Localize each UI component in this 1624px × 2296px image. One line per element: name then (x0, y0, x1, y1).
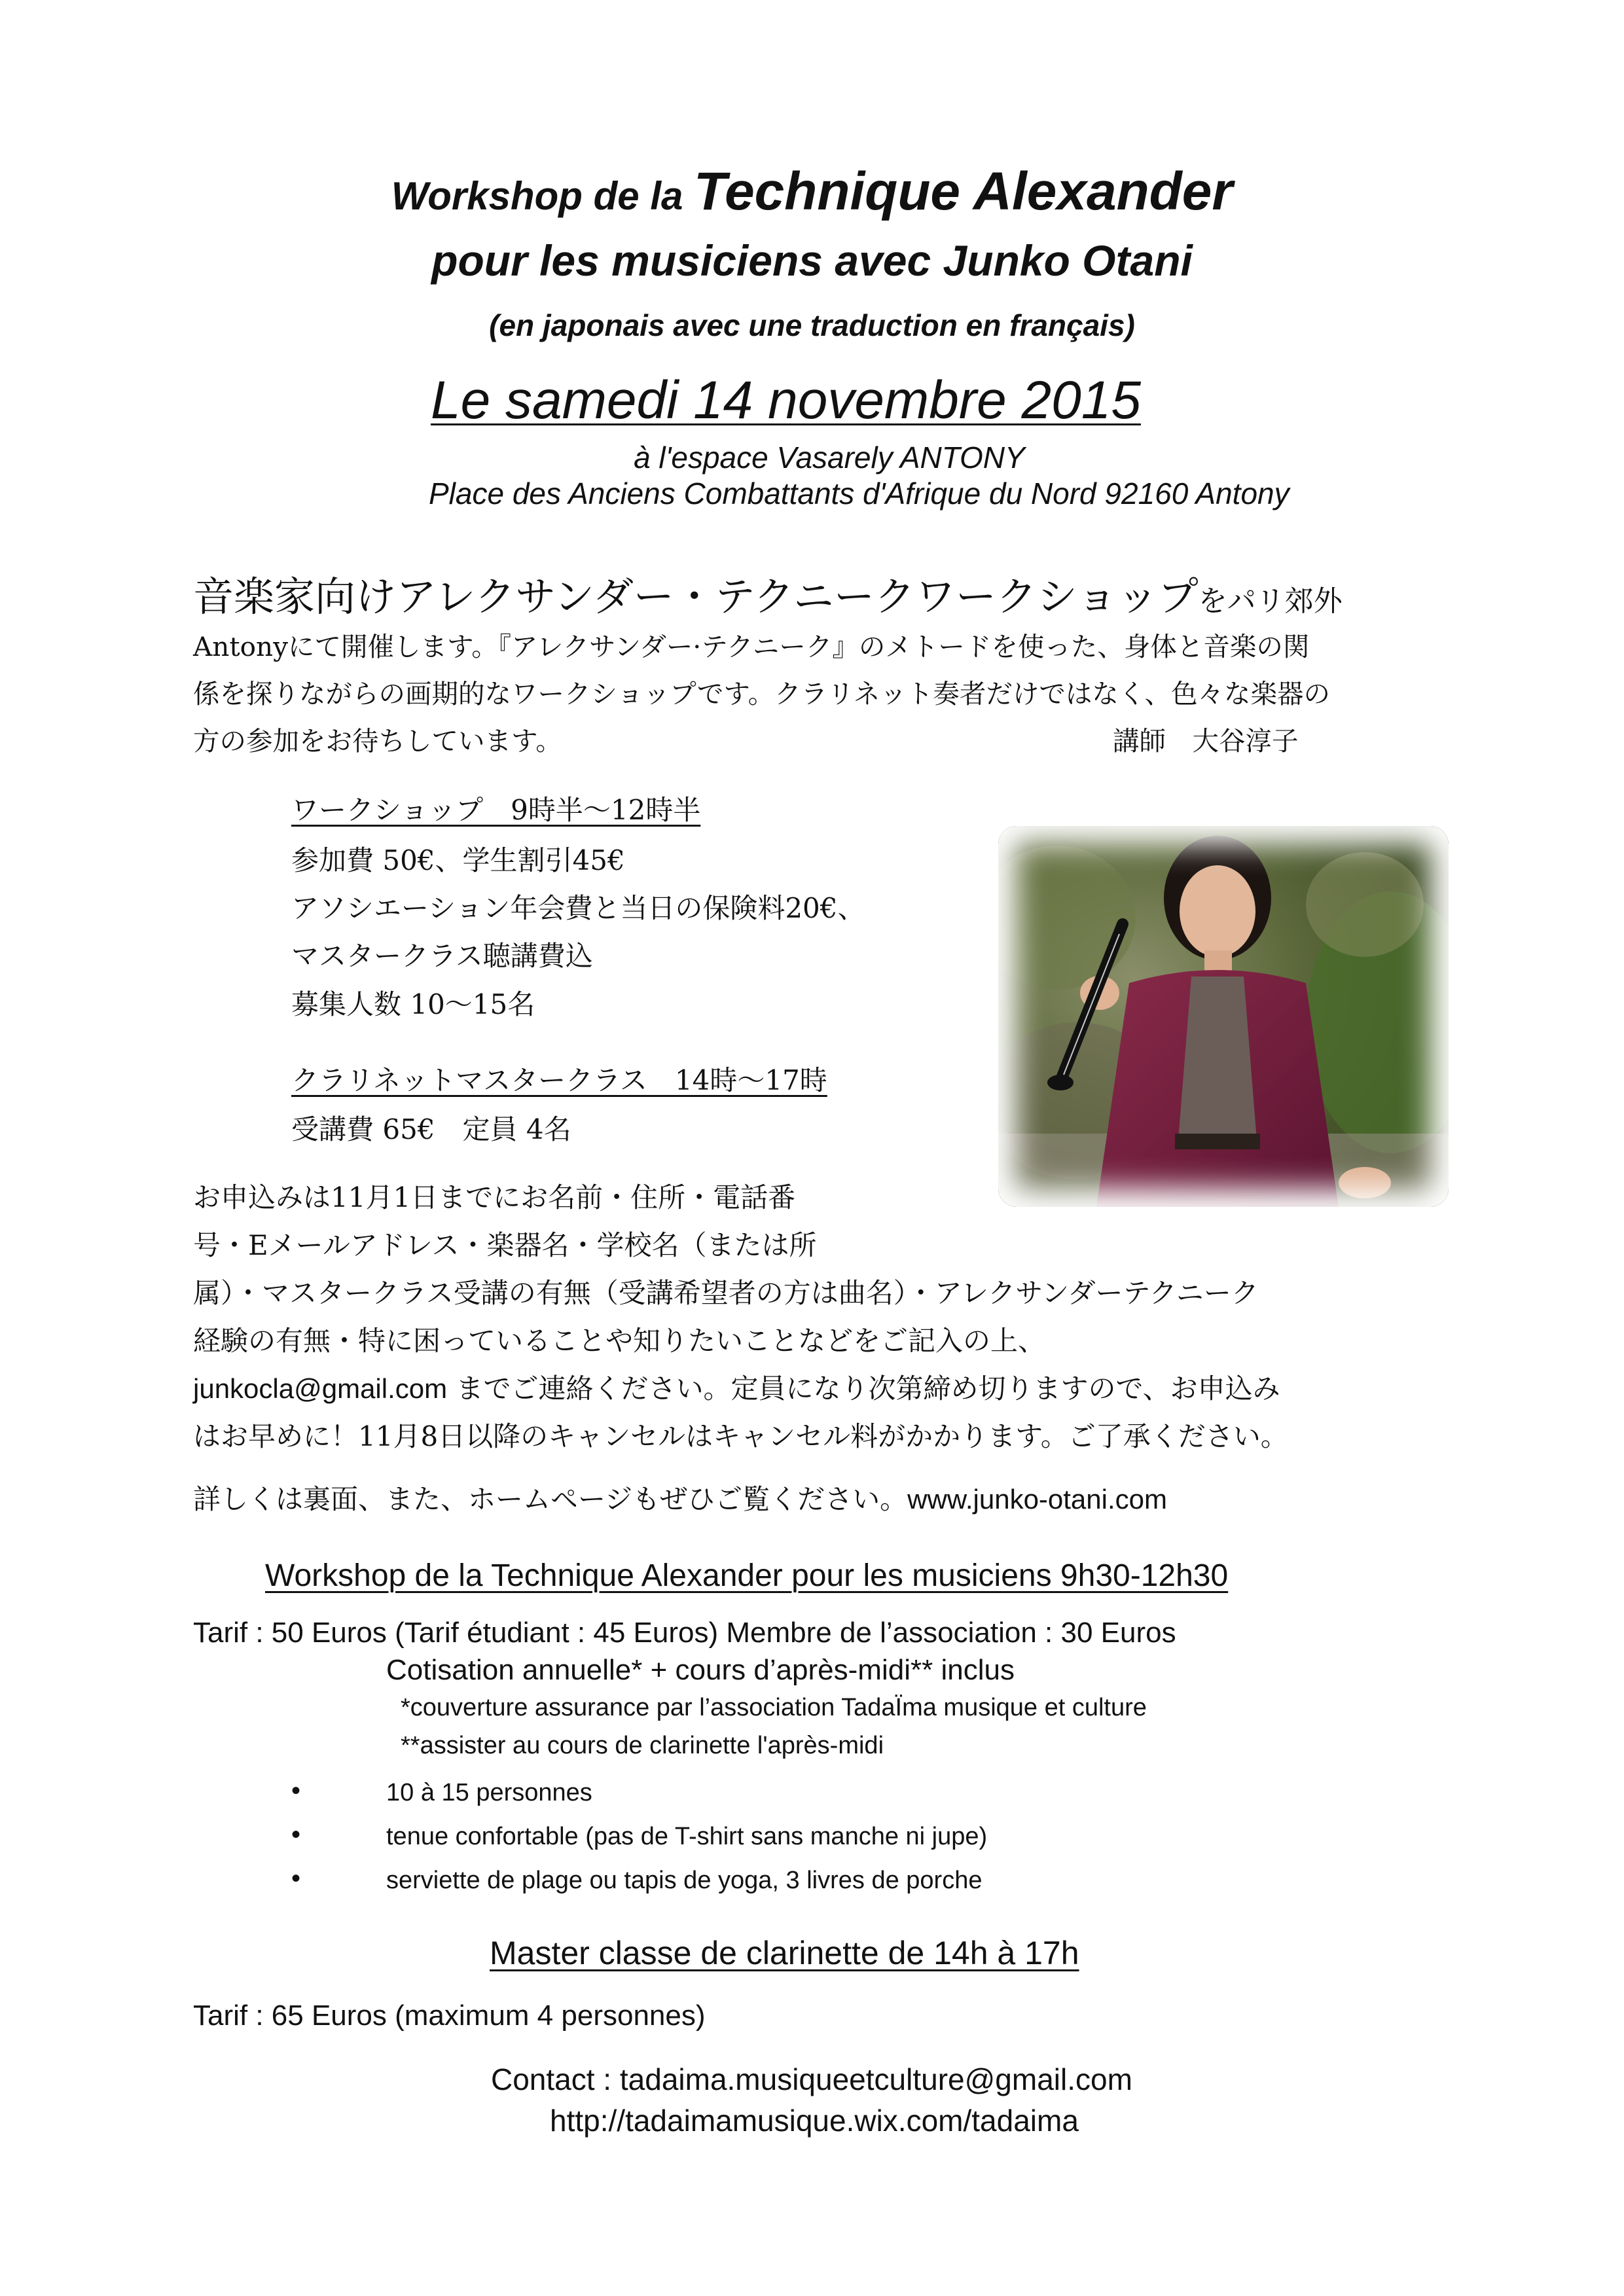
bullet-dot: • (291, 1820, 301, 1849)
instructor-photo (998, 826, 1449, 1207)
jp-apply-line2: 号・Eメールアドレス・楽器名・学校名（または所 (193, 1229, 817, 1261)
fr-masterclass-title: Master classe de clarinette de 14h à 17h (490, 1935, 1079, 1971)
bullet-dot: • (291, 1776, 301, 1805)
jp-headline (193, 564, 1343, 622)
jp-workshop-assoc2: マスタークラス聴講費込 (291, 940, 593, 972)
jp-workshop-capacity: 募集人数 10〜15名 (291, 988, 535, 1020)
bullet-text: serviette de plage ou tapis de yoga, 3 livres de porche (386, 1867, 983, 1894)
jp-headline-tail: をパリ郊外 (1198, 584, 1343, 618)
fr-workshop-note2: **assister au cours de clarinette l'après-midi (401, 1732, 884, 1759)
event-date: Le samedi 14 novembre 2015 (431, 370, 1141, 430)
bullet-text: 10 à 15 personnes (386, 1779, 592, 1806)
jp-apply-line1: お申込みは11月1日までにお名前・住所・電話番 (193, 1181, 796, 1213)
contact-website[interactable]: http://tadaimamusique.wix.com/tadaima (550, 2104, 1079, 2138)
jp-apply-line4: 経験の有無・特に困っていることや知りたいことなどをご記入の上、 (193, 1325, 1046, 1357)
bullet-dot: • (291, 1864, 301, 1893)
fr-workshop-title: Workshop de la Technique Alexander pour les musiciens 9h30-12h30 (265, 1558, 1229, 1593)
contact-email[interactable]: Contact : tadaima.musiqueetculture@gmail.com (491, 2062, 1132, 2096)
bullet-item (291, 1864, 983, 1894)
contact-email-link[interactable]: junkocla@gmail.com (193, 1373, 448, 1404)
fr-workshop-cotisation: Cotisation annuelle* + cours d’après-midi** inclus (386, 1654, 1015, 1686)
jp-workshop-assoc1: アソシエーション年会費と当日の保険料20€、 (291, 892, 865, 924)
event-title-prefix: Workshop de la (391, 174, 695, 218)
jp-workshop-fee: 参加費 50€、学生割引45€ (291, 844, 625, 876)
jp-instructor: 講師 大谷淳子 (1113, 725, 1299, 757)
jp-headline-main: 音楽家向けアレクサンダー・テクニークワークショップ (193, 573, 1199, 620)
jp-intro-line4: 方の参加をお待ちしています。 (193, 725, 562, 757)
photo-vignette (998, 826, 1449, 1207)
jp-masterclass-fee: 受講費 65€ 定員 4名 (291, 1113, 571, 1145)
jp-apply-line3: 属）・マスタークラス受講の有無（受講希望者の方は曲名）・アレクサンダーテクニーク (193, 1277, 1259, 1309)
bullet-item (291, 1776, 592, 1806)
website-link[interactable]: www.junko-otani.com (907, 1484, 1167, 1515)
fr-workshop-tarif: Tarif : 50 Euros (Tarif étudiant : 45 Euros) Membre de l’association : 30 Euros (193, 1617, 1176, 1649)
jp-intro-line3: 係を探りながらの画期的なワークショップです。クラリネット奏者だけではなく、色々な楽器の (193, 678, 1331, 709)
fr-masterclass-tarif: Tarif : 65 Euros (maximum 4 personnes) (193, 2000, 706, 2032)
jp-apply-line5 (193, 1367, 1280, 1407)
jp-workshop-title: ワークショップ 9時半〜12時半 (291, 794, 701, 826)
event-title-line2: pour les musiciens avec Junko Otani (431, 236, 1193, 285)
jp-apply-line5-tail: までご連絡ください。定員になり次第締め切りますので、お申込み (447, 1372, 1280, 1405)
jp-apply-line6: はお早めに！11月8日以降のキャンセルはキャンセル料がかかります。ご了承ください。 (193, 1420, 1288, 1452)
bullet-text: tenue confortable (pas de T-shirt sans manche ni jupe) (386, 1823, 988, 1850)
jp-apply-line7-text: 詳しくは裏面、また、ホームページもぜひご覧ください。 (193, 1483, 908, 1515)
fr-workshop-note1: *couverture assurance par l’association TadaÏma musique et culture (401, 1694, 1147, 1721)
venue-line2: Place des Anciens Combattants d'Afrique du Nord 92160 Antony (429, 476, 1290, 511)
event-subtitle: (en japonais avec une traduction en français) (489, 308, 1135, 342)
bullet-item (291, 1820, 988, 1850)
jp-intro-line2: Antonyにて開催します。『アレクサンダー·テクニーク』のメトードを使った、身体と音楽の関 (193, 631, 1310, 662)
event-title-main: Technique Alexander (694, 162, 1233, 221)
jp-apply-line7 (193, 1478, 1167, 1517)
venue-line1: à l'espace Vasarely ANTONY (634, 440, 1025, 475)
jp-masterclass-title: クラリネットマスタークラス 14時〜17時 (291, 1064, 827, 1096)
event-title (0, 162, 1624, 236)
